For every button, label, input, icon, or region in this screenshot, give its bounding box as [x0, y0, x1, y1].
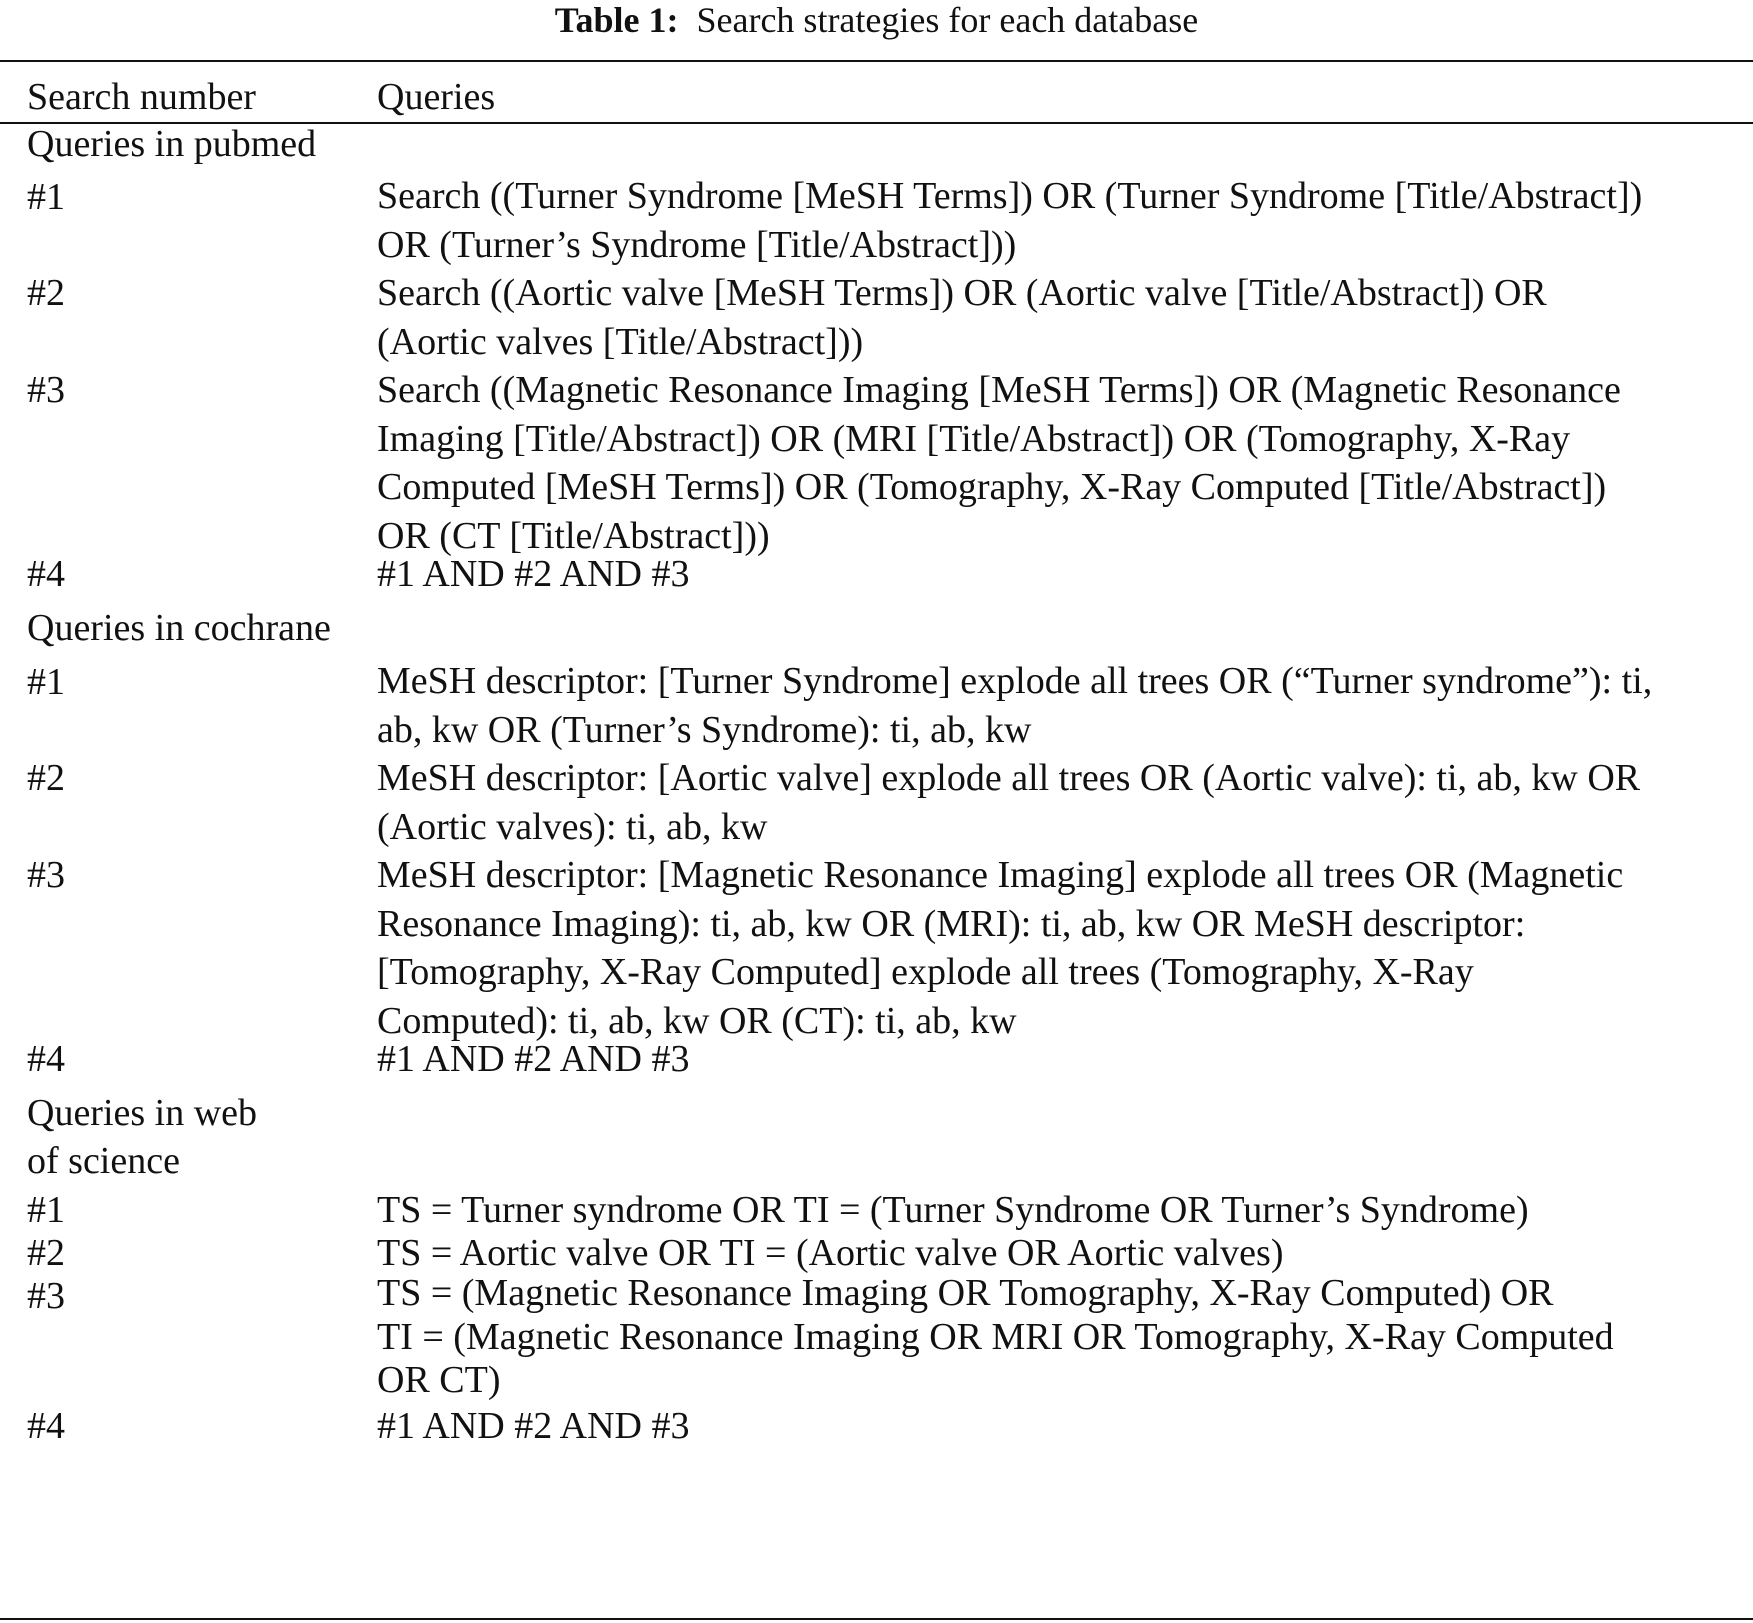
- query-line: Search ((Turner Syndrome [MeSH Terms]) OR (Turner Syndrome [Title/Abstract]): [377, 175, 1643, 217]
- query-line: (Aortic valves): ti, ab, kw: [377, 805, 768, 848]
- row-number: #3: [27, 1275, 65, 1317]
- query-line: MeSH descriptor: [Aortic valve] explode all trees OR (Aortic valve): ti, ab, kw OR: [377, 757, 1641, 799]
- header-search-number: Search number: [27, 76, 256, 118]
- row-number: #1: [27, 176, 65, 218]
- table-caption-label: Table 1:: [554, 0, 679, 40]
- query-line: Search ((Aortic valve [MeSH Terms]) OR (Aortic valve [Title/Abstract]) OR: [377, 272, 1547, 314]
- row-query: [377, 550, 1737, 599]
- table-bottom-rule: [0, 1618, 1753, 1620]
- section-title-cochrane: Queries in cochrane: [27, 607, 331, 649]
- query-line: Computed): ti, ab, kw OR (CT): ti, ab, kw: [377, 999, 1017, 1042]
- section-title-web-of-science: [27, 1089, 257, 1185]
- section-title-pubmed: Queries in pubmed: [27, 123, 317, 165]
- row-query: [377, 172, 1737, 269]
- table-caption-text: Search strategies for each database: [696, 0, 1199, 40]
- row-query: [377, 269, 1737, 366]
- table-caption: [0, 0, 1753, 40]
- row-number: #1: [27, 1189, 65, 1231]
- query-line: #1 AND #2 AND #3: [377, 1405, 690, 1447]
- query-line: OR (Turner’s Syndrome [Title/Abstract])): [377, 223, 1017, 266]
- row-query: [377, 366, 1737, 560]
- query-line: MeSH descriptor: [Magnetic Resonance Imaging] explode all trees OR (Magnetic: [377, 854, 1624, 896]
- row-query: [377, 1035, 1737, 1084]
- row-number: #2: [27, 757, 65, 799]
- query-line: TS = Aortic valve OR TI = (Aortic valve OR Aortic valves): [377, 1232, 1284, 1274]
- row-number: #2: [27, 272, 65, 314]
- query-line: Search ((Magnetic Resonance Imaging [MeSH Terms]) OR (Magnetic Resonance: [377, 369, 1621, 411]
- query-line: MeSH descriptor: [Turner Syndrome] explode all trees OR (“Turner syndrome”): ti,: [377, 660, 1653, 702]
- row-query: [377, 1229, 1737, 1278]
- query-line: TS = (Magnetic Resonance Imaging OR Tomography, X-Ray Computed) OR: [377, 1272, 1554, 1314]
- query-line: (Aortic valves [Title/Abstract])): [377, 320, 864, 363]
- query-line: Computed [MeSH Terms]) OR (Tomography, X-Ray Computed [Title/Abstract]): [377, 466, 1607, 508]
- header-queries: Queries: [377, 76, 496, 118]
- row-number: #4: [27, 1038, 65, 1080]
- query-line: TI = (Magnetic Resonance Imaging OR MRI OR Tomography, X-Ray Computed: [377, 1315, 1614, 1358]
- query-line: #1 AND #2 AND #3: [377, 553, 690, 595]
- row-number: #2: [27, 1232, 65, 1274]
- row-query: [377, 1402, 1737, 1451]
- query-line: ab, kw OR (Turner’s Syndrome): ti, ab, kw: [377, 708, 1032, 751]
- table-top-rule: [0, 60, 1753, 62]
- row-number: #1: [27, 661, 65, 703]
- query-line: OR (CT [Title/Abstract])): [377, 514, 770, 557]
- query-line: TS = Turner syndrome OR TI = (Turner Syndrome OR Turner’s Syndrome): [377, 1189, 1529, 1231]
- row-query: [377, 851, 1737, 1045]
- row-number: #4: [27, 553, 65, 595]
- row-query: [377, 754, 1737, 851]
- query-line: [Tomography, X-Ray Computed] explode all trees (Tomography, X-Ray: [377, 951, 1474, 993]
- row-number: #3: [27, 369, 65, 411]
- section-title-line: Queries in web: [27, 1092, 258, 1134]
- row-query: [377, 1272, 1737, 1403]
- query-line: #1 AND #2 AND #3: [377, 1038, 690, 1080]
- row-number: #4: [27, 1405, 65, 1447]
- query-line: Resonance Imaging): ti, ab, kw OR (MRI): ti, ab, kw OR MeSH descriptor:: [377, 902, 1526, 945]
- row-query: [377, 657, 1737, 754]
- query-line: Imaging [Title/Abstract]) OR (MRI [Title/Abstract]) OR (Tomography, X-Ray: [377, 417, 1571, 460]
- section-title-line: of science: [27, 1140, 180, 1182]
- row-query: [377, 1186, 1737, 1235]
- row-number: #3: [27, 854, 65, 896]
- query-line: OR CT): [377, 1359, 501, 1401]
